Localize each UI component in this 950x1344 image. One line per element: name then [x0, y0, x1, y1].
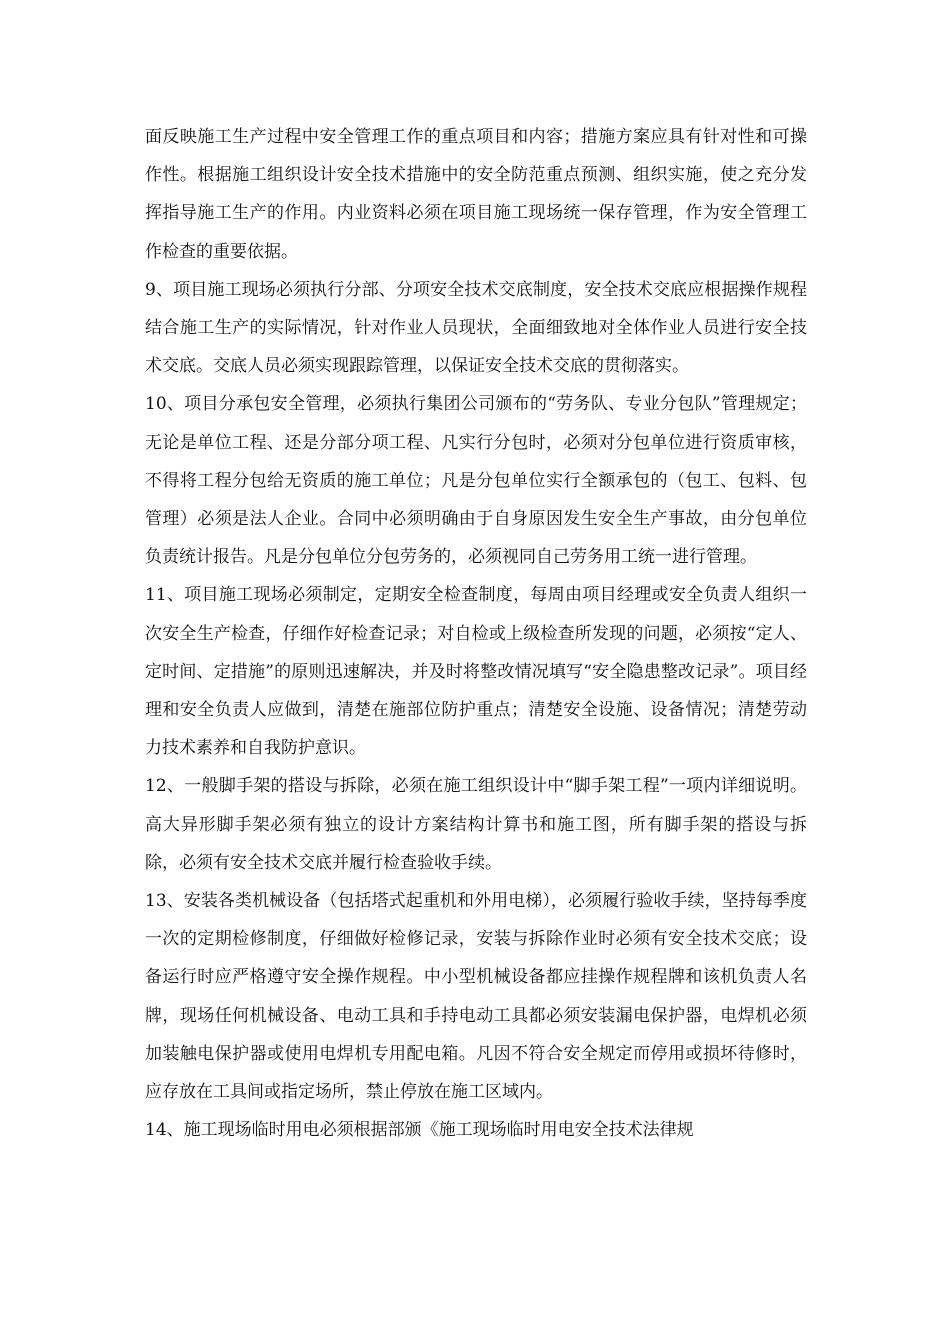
paragraph-item-13: 13、安装各类机械设备（包括塔式起重机和外用电梯），必须履行验收手续，坚持每季度一次的定期检修制度，仔细做好检修记录，安装与拆除作业时必须有安全技术交底；设备运行时应严格遵守安全操作规程。中小型机械设备都应挂操作规程牌和该机负责人名牌，现场任何机械设备、电动工具和手持电动工具都必须安装漏电保护器，电焊机必须加装触电保护器或使用电焊机专用配电箱。凡因不符合安全规定而停用或损坏待修时，应存放在工具间或指定场所，禁止停放在施工区域内。 — [145, 891, 807, 1103]
paragraph-item-9: 9、项目施工现场必须执行分部、分项安全技术交底制度，安全技术交底应根据操作规程结合施工生产的实际情况，针对作业人员现状，全面细致地对全体作业人员进行安全技术交底。交底人员必须实现跟踪管理，以保证安全技术交底的贯彻落实。 — [145, 279, 807, 377]
document-body — [145, 118, 807, 1149]
paragraph-item-12: 12、一般脚手架的搭设与拆除，必须在施工组织设计中“脚手架工程”一项内详细说明。高大异形脚手架必须有独立的设计方案结构计算书和施工图，所有脚手架的搭设与拆除，必须有安全技术交底并履行检查验收手续。 — [145, 776, 807, 873]
paragraph-item-10: 10、项目分承包安全管理，必须执行集团公司颁布的“劳务队、专业分包队”管理规定；无论是单位工程、还是分部分项工程、凡实行分包时，必须对分包单位进行资质审核，不得将工程分包给无资质的施工单位；凡是分包单位实行全额承包的（包工、包料、包管理）必须是法人企业。合同中必须明确由于自身原因发生安全生产事故，由分包单位负责统计报告。凡是分包单位分包劳务的，必须视同自己劳务用工统一进行管理。 — [145, 394, 807, 568]
paragraph-item-11: 11、项目施工现场必须制定，定期安全检查制度，每周由项目经理或安全负责人组织一次安全生产检查，仔细作好检查记录；对自检或上级检查所发现的问题，必须按“定人、定时间、定措施”的原则迅速解决，并及时将整改情况填写“安全隐患整改记录”。项目经理和安全负责人应做到，清楚在施部位防护重点；清楚安全设施、设备情况；清楚劳动力技术素养和自我防护意识。 — [145, 585, 807, 759]
paragraph-continuation: 面反映施工生产过程中安全管理工作的重点项目和内容；措施方案应具有针对性和可操作性。根据施工组织设计安全技术措施中的安全防范重点预测、组织实施，使之充分发挥指导施工生产的作用。内业资料必须在项目施工现场统一保存管理，作为安全管理工作检查的重要依据。 — [145, 127, 807, 262]
paragraph-item-14: 14、施工现场临时用电必须根据部颁《施工现场临时用电安全技术法律规 — [145, 1120, 694, 1141]
